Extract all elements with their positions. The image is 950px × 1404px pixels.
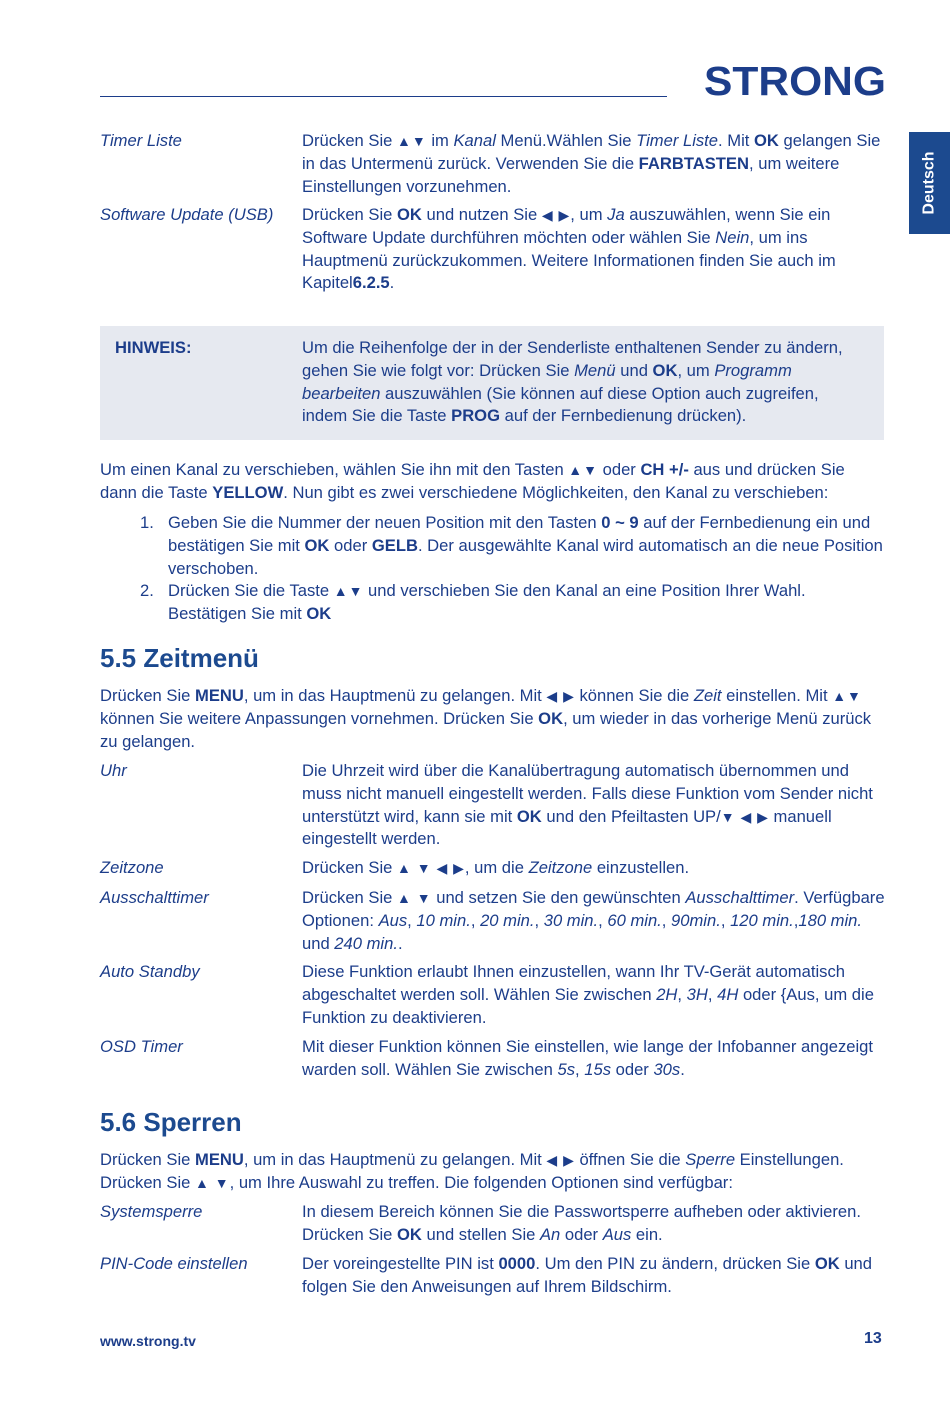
def-value: Diese Funktion erlaubt Ihnen einzustellen, wann Ihr TV-Gerät automatisch abgeschaltet werden soll. Wählen Sie zwischen 2H, 3H, 4H oder {Aus, um die Funktion zu deaktivieren. — [302, 962, 874, 1027]
def-row-pin-code — [100, 1253, 886, 1299]
def-row-uhr — [100, 760, 886, 851]
def-key: Timer Liste — [100, 131, 182, 150]
section-heading-zeitmenu: 5.5 Zeitmenü — [100, 643, 259, 673]
def-row-zeitzone — [100, 857, 886, 880]
def-key: Zeitzone — [100, 858, 164, 877]
note-text: Um die Reihenfolge der in der Senderliste enthaltenen Sender zu ändern, gehen Sie wie folgt vor: Drücken Sie Menü und OK, um Programm bearbeiten auszuwählen (Sie können auf diese Option auch zugreifen, indem Sie die Taste PROG auf der Fernbedienung drücken). — [302, 338, 843, 426]
page-number: 13 — [864, 1330, 882, 1347]
up-down-arrows-icon: ▲▼ — [568, 462, 598, 478]
note-box — [100, 326, 884, 440]
arrow-keys-icon: ▲ ▼ ◀ ▶ — [397, 860, 465, 876]
section-heading-sperren: 5.6 Sperren — [100, 1107, 242, 1137]
def-value: Mit dieser Funktion können Sie einstellen, wie lange der Infobanner angezeigt warden soll. Wählen Sie zwischen 5s, 15s oder 30s. — [302, 1037, 874, 1079]
def-key: Auto Standby — [100, 962, 200, 981]
def-value: Die Uhrzeit wird über die Kanalübertragung automatisch übernommen und muss nicht manuell eingestellt werden. Falls diese Funktion vom Sender nicht unterstützt wird, kann sie mit OK und den Pfeiltasten UP/▼ ◀ ▶ manuell eingestellt werden. — [302, 761, 873, 849]
def-row-ausschalttimer — [100, 887, 886, 955]
list-item — [100, 580, 886, 626]
sperren-intro: Drücken Sie MENU, um in das Hauptmenü zu gelangen. Mit ◀ ▶ öffnen Sie die Sperre Einstellungen. Drücken Sie ▲ ▼, um Ihre Auswahl zu treffen. Die folgenden Optionen sind verfügbar: — [100, 1150, 844, 1192]
arrow-keys-icon: ▼ ◀ ▶ — [720, 808, 769, 825]
def-value: Drücken Sie ▲ ▼ und setzen Sie den gewünschten Ausschalttimer. Verfügbare Optionen: Aus, 10 min., 20 min., 30 min., 60 min., 90min., 120 min.,180 min. und 240 min.. — [302, 888, 885, 953]
def-value: Drücken Sie ▲▼ im Kanal Menü.Wählen Sie Timer Liste. Mit OK gelangen Sie in das Untermenü zurück. Verwenden Sie die FARBTASTEN, um weitere Einstellungen vorzunehmen. — [302, 131, 881, 196]
strong-logo — [704, 58, 886, 102]
move-channel-paragraph: Um einen Kanal zu verschieben, wählen Sie ihn mit den Tasten ▲▼ oder CH +/- aus und drücken Sie dann die Taste YELLOW. Nun gibt es zwei verschiedene Möglichkeiten, den Kanal zu verschieben: — [100, 460, 845, 502]
footer-url[interactable]: www.strong.tv — [100, 1333, 196, 1349]
def-key: Systemsperre — [100, 1202, 203, 1221]
list-text: Drücken Sie die Taste ▲▼ und verschieben Sie den Kanal an eine Position Ihrer Wahl. Bestätigen Sie mit OK — [168, 581, 806, 623]
def-key: Software Update (USB) — [100, 205, 274, 224]
zeitmenu-intro: Drücken Sie MENU, um in das Hauptmenü zu gelangen. Mit ◀ ▶ können Sie die Zeit einstellen. Mit ▲▼ können Sie weitere Anpassungen vornehmen. Drücken Sie OK, um wieder in das vorherige Menü zurück zu gelangen. — [100, 686, 872, 751]
language-tab-label: Deutsch — [920, 151, 938, 215]
def-value: Drücken Sie ▲ ▼ ◀ ▶, um die Zeitzone einzustellen. — [302, 858, 690, 877]
list-number: 1. — [140, 513, 154, 532]
up-down-arrows-icon: ▲▼ — [397, 133, 427, 149]
list-item — [100, 512, 886, 580]
note-label: HINWEIS: — [115, 338, 192, 357]
def-row-osd-timer — [100, 1036, 886, 1082]
list-text: Geben Sie die Nummer der neuen Position mit den Tasten 0 ~ 9 auf der Fernbedienung ein und bestätigen Sie mit OK oder GELB. Der ausgewählte Kanal wird automatisch an die neue Position verschoben. — [168, 513, 883, 578]
language-tab — [909, 132, 950, 234]
up-down-arrows-icon: ▲ ▼ — [397, 890, 432, 906]
def-row-timer-liste — [100, 130, 886, 198]
header-rule — [100, 96, 667, 97]
svg-text:STRONG: STRONG — [704, 58, 886, 102]
left-right-arrows-icon: ◀ ▶ — [541, 207, 571, 223]
left-right-arrows-icon: ◀ ▶ — [546, 688, 575, 704]
def-row-systemsperre — [100, 1201, 886, 1247]
def-value: Der voreingestellte PIN ist 0000. Um den PIN zu ändern, drücken Sie OK und folgen Sie den Anweisungen auf Ihrem Bildschirm. — [302, 1254, 873, 1296]
list-number: 2. — [140, 581, 154, 600]
left-right-arrows-icon: ◀ ▶ — [546, 1152, 575, 1168]
def-key: PIN-Code einstellen — [100, 1254, 248, 1273]
def-key: OSD Timer — [100, 1037, 183, 1056]
def-row-software-update — [100, 204, 886, 295]
up-down-arrows-icon: ▲ ▼ — [195, 1174, 230, 1191]
def-key: Ausschalttimer — [100, 888, 209, 907]
def-row-auto-standby — [100, 961, 886, 1029]
up-down-arrows-icon: ▲▼ — [333, 583, 364, 599]
def-key: Uhr — [100, 761, 127, 780]
def-value: In diesem Bereich können Sie die Passwortsperre aufheben oder aktivieren. Drücken Sie OK und stellen Sie An oder Aus ein. — [302, 1202, 861, 1244]
def-value: Drücken Sie OK und nutzen Sie ◀ ▶, um Ja auszuwählen, wenn Sie ein Software Update durchführen möchten oder wählen Sie Nein, um ins Hauptmenü zurückzukommen. Weitere Informationen finden Sie auch im Kapitel6.2.5. — [302, 205, 836, 293]
up-down-arrows-icon: ▲▼ — [832, 688, 862, 704]
